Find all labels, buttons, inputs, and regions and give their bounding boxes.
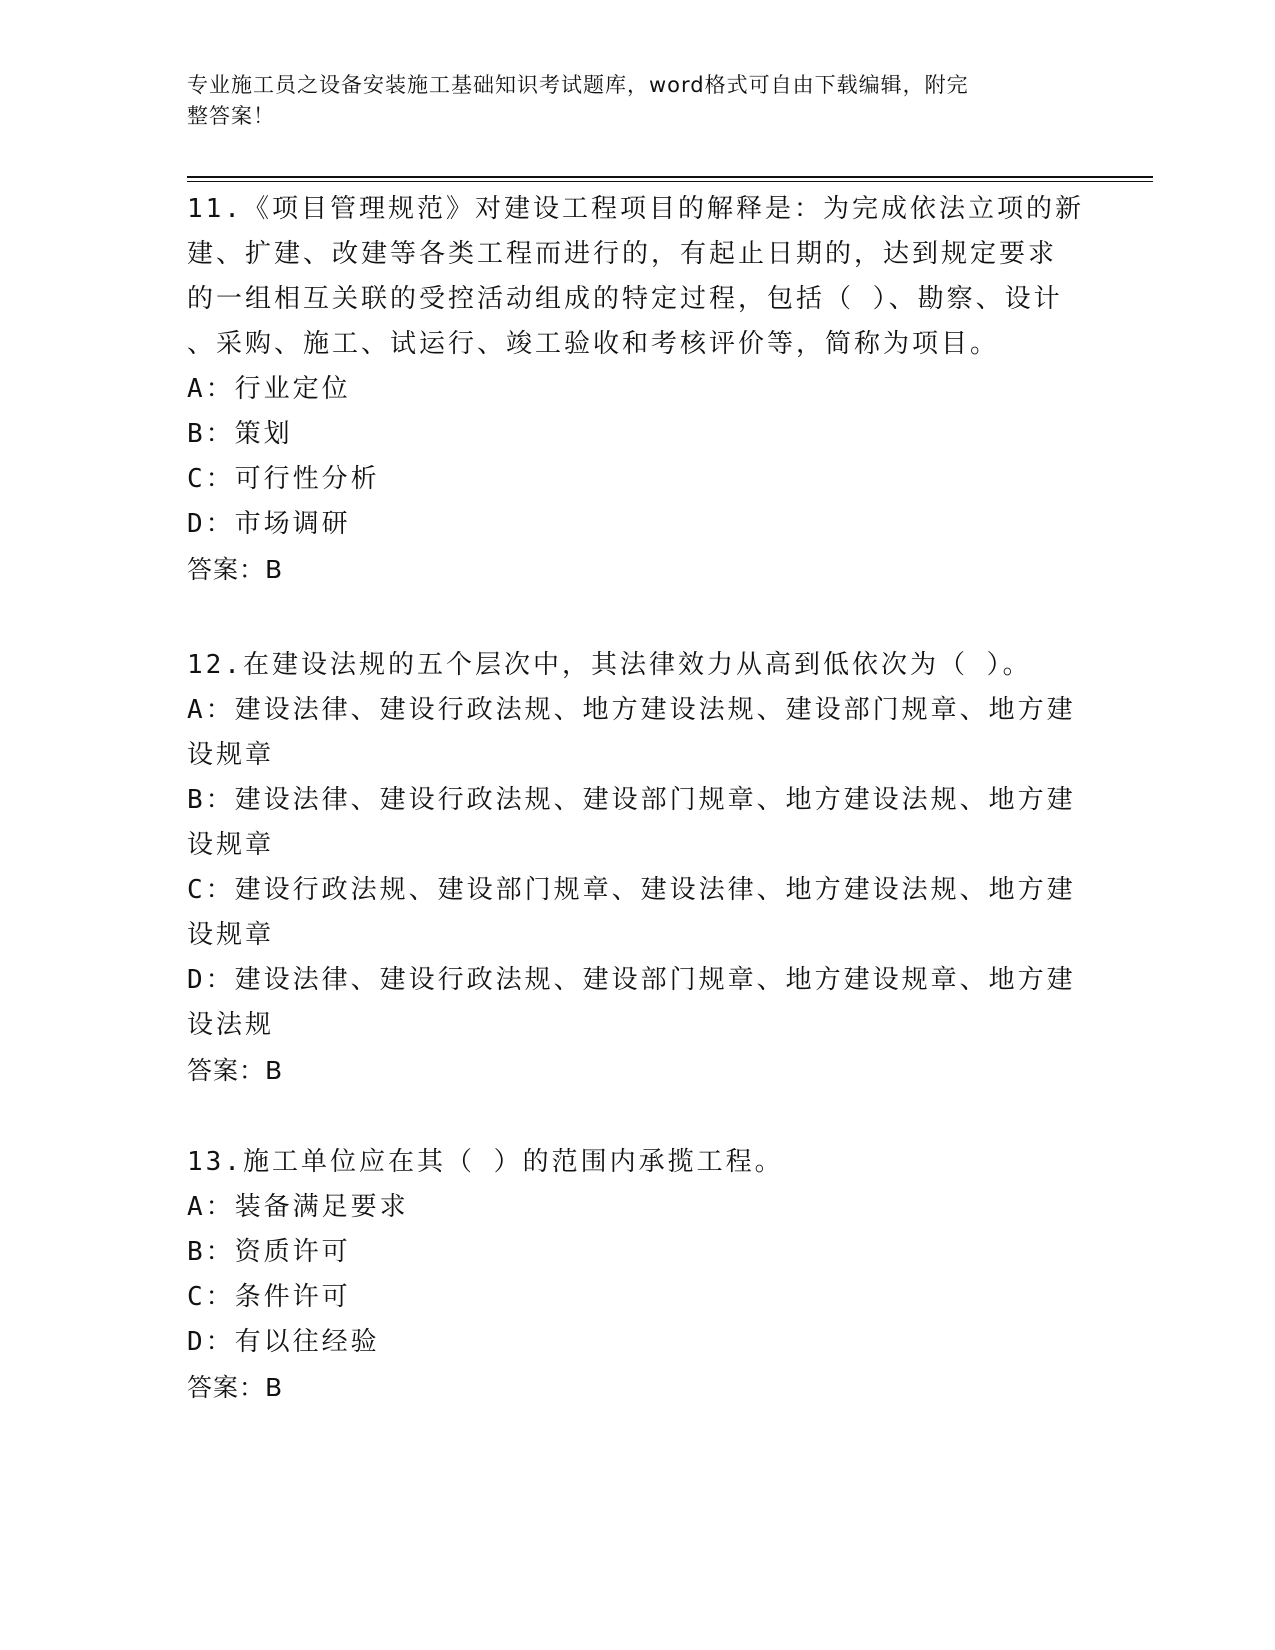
question-stem-line: 12.在建设法规的五个层次中，其法律效力从高到低依次为（ ）。 [187,650,1032,680]
question-stem-line: 11.《项目管理规范》对建设工程项目的解释是：为完成依法立项的新 [187,194,1084,224]
question-11 [187,187,1087,592]
option-d-continued: 设法规 [187,1010,275,1040]
option-b: B：建设法律、建设行政法规、建设部门规章、地方建设法规、地方建 [187,785,1076,815]
option-a: A：装备满足要求 [187,1192,409,1222]
option-a: A：建设法律、建设行政法规、地方建设法规、建设部门规章、地方建 [187,695,1076,725]
option-c: C：条件许可 [187,1282,351,1312]
question-13 [187,1140,1087,1410]
question-stem-line: 的一组相互关联的受控活动组成的特定过程，包括（ ）、勘察、设计 [187,284,1063,314]
question-stem-line: 建、扩建、改建等各类工程而进行的，有起止日期的，达到规定要求 [187,239,1058,269]
option-d: D：有以往经验 [187,1327,380,1357]
answer: 答案：B [187,1056,284,1085]
option-c: C：建设行政法规、建设部门规章、建设法律、地方建设法规、地方建 [187,875,1076,905]
option-b: B：资质许可 [187,1237,351,1267]
option-c-continued: 设规章 [187,920,275,950]
answer: 答案：B [187,1373,284,1402]
header-divider-thin [187,181,1153,182]
option-a-continued: 设规章 [187,740,275,770]
option-a: A：行业定位 [187,374,351,404]
option-b: B：策划 [187,419,293,449]
option-d: D：市场调研 [187,509,351,539]
document-header [187,70,1067,132]
option-c: C：可行性分析 [187,464,380,494]
option-b-continued: 设规章 [187,830,275,860]
header-line-1: 专业施工员之设备安装施工基础知识考试题库，word格式可自由下载编辑，附完 [187,73,969,97]
question-12 [187,643,1087,1093]
option-d: D：建设法律、建设行政法规、建设部门规章、地方建设规章、地方建 [187,965,1076,995]
question-stem-line: 13.施工单位应在其（ ）的范围内承揽工程。 [187,1147,784,1177]
question-stem-line: 、采购、施工、试运行、竣工验收和考核评价等，简称为项目。 [187,329,1000,359]
answer: 答案：B [187,555,284,584]
header-divider-thick [187,176,1153,178]
header-line-2: 整答案！ [187,104,275,128]
